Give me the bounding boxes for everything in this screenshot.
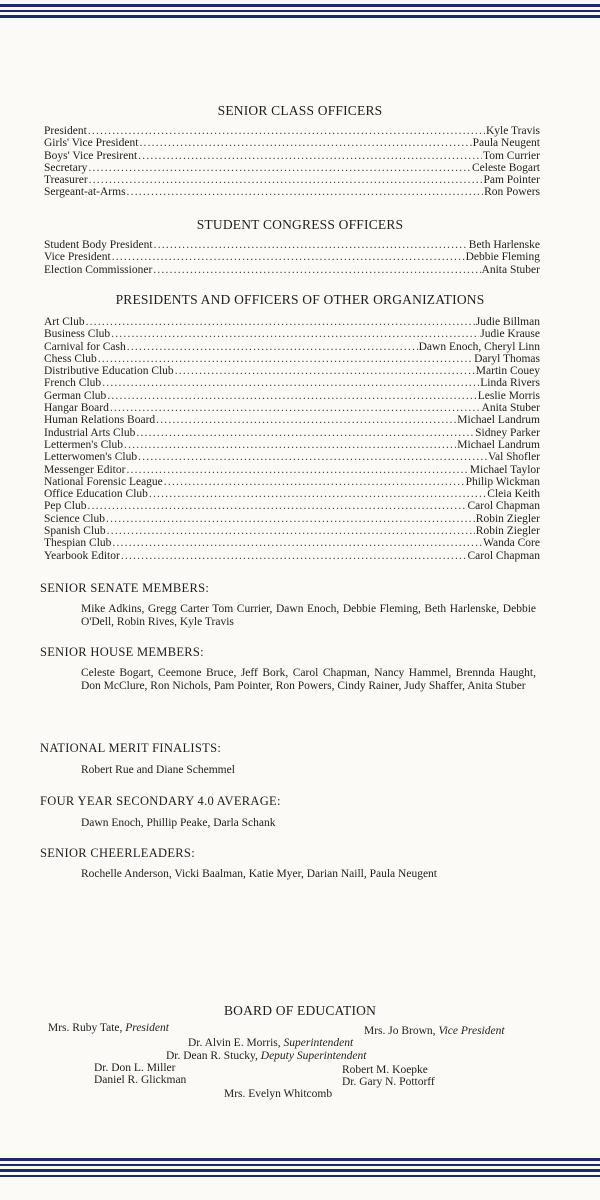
dot-leader	[154, 239, 468, 251]
officer-row	[44, 513, 540, 525]
dot-leader	[112, 251, 465, 263]
officer-row	[44, 550, 540, 562]
officer-row	[44, 174, 540, 186]
cheer-heading: SENIOR CHEERLEADERS:	[40, 846, 195, 860]
officer-row	[44, 525, 540, 537]
role-label: Chess Club	[44, 352, 97, 365]
organizations-list	[44, 316, 540, 562]
officer-row	[44, 500, 540, 512]
senior-class-list	[44, 125, 540, 199]
bottom-border	[0, 1158, 600, 1180]
officer-name: Pam Pointer	[483, 174, 540, 187]
board-member	[48, 1022, 169, 1034]
student-congress-list	[44, 239, 540, 276]
dot-leader	[112, 537, 482, 549]
border-stripe	[0, 1169, 600, 1172]
board-member: Robert M. Koepke	[342, 1064, 428, 1076]
border-stripe	[0, 10, 600, 12]
dot-leader	[107, 390, 476, 402]
dot-leader	[102, 377, 479, 389]
officer-row	[44, 162, 540, 174]
officer-row	[44, 402, 540, 414]
border-stripe	[0, 1164, 600, 1166]
board-member: Daniel R. Glickman	[94, 1074, 187, 1086]
officer-name: Robin Ziegler	[475, 512, 540, 525]
house-heading: SENIOR HOUSE MEMBERS:	[40, 645, 204, 659]
role-label: Election Commissioner	[44, 263, 153, 276]
member-role: President	[125, 1022, 169, 1034]
officer-name: Carol Chapman	[467, 500, 540, 513]
role-label: Pep Club	[44, 500, 87, 513]
dot-leader	[107, 525, 475, 537]
four-year-members: Dawn Enoch, Phillip Peake, Darla Schank	[81, 817, 276, 829]
officer-row	[44, 414, 540, 426]
member-role: Vice President	[438, 1025, 505, 1037]
role-label: Letterwomen's Club	[44, 451, 138, 464]
role-label: Human Relations Board	[44, 414, 156, 427]
dot-leader	[136, 427, 474, 439]
officer-row	[44, 186, 540, 198]
dot-leader	[124, 439, 456, 451]
house-members: Celeste Bogart, Ceemone Bruce, Jeff Bork, Carol Chapman, Nancy Hammel, Brennda Haught, Don McClure, Ron Nichols, Pam Pointer, Ron Powers, Cindy Rainer, Judy Shaffer, Anita Stuber	[81, 667, 536, 692]
board-title: BOARD OF EDUCATION	[223, 1003, 377, 1018]
dot-leader	[106, 513, 475, 525]
officer-row	[44, 464, 540, 476]
member-name: Mrs. Jo Brown,	[364, 1025, 436, 1037]
member-name: Dr. Alvin E. Morris,	[188, 1037, 281, 1049]
officer-name: Michael Landrum	[457, 414, 540, 427]
role-label: Spanish Club	[44, 525, 106, 538]
officer-name: Kyle Travis	[486, 125, 540, 137]
role-label: French Club	[44, 377, 102, 390]
role-label: Treasurer	[44, 174, 88, 187]
officer-row	[44, 537, 540, 549]
board-member: Dr. Gary N. Pottorff	[342, 1076, 435, 1088]
dot-leader	[138, 150, 482, 162]
dot-leader	[164, 476, 465, 488]
member-role: Deputy Superintendent	[260, 1050, 367, 1062]
officer-row	[44, 239, 540, 251]
officer-name: Linda Rivers	[480, 377, 540, 390]
dot-leader	[138, 451, 487, 463]
officer-name: Martin Couey	[475, 365, 540, 378]
officer-name: Tom Currier	[482, 149, 540, 162]
four-year-heading: FOUR YEAR SECONDARY 4.0 AVERAGE:	[40, 794, 281, 808]
officer-row	[44, 150, 540, 162]
role-label: Hangar Board	[44, 402, 109, 415]
dot-leader	[88, 500, 467, 512]
officer-name: Val Shofler	[487, 451, 540, 464]
officer-name: Leslie Morris	[477, 389, 540, 402]
officer-row	[44, 316, 540, 328]
officer-name: Beth Harlenske	[468, 239, 540, 251]
border-stripe	[0, 4, 600, 7]
role-label: Carnival for Cash	[44, 340, 126, 353]
officer-name: Dawn Enoch, Cheryl Linn	[418, 340, 540, 353]
dot-leader	[121, 550, 467, 562]
role-label: Vice President	[44, 251, 111, 264]
role-label: Yearbook Editor	[44, 549, 120, 562]
officer-name: Daryl Thomas	[474, 352, 540, 365]
dot-leader	[98, 353, 473, 365]
officer-row	[44, 365, 540, 377]
role-label: Boys' Vice Presirent	[44, 149, 138, 162]
dot-leader	[127, 341, 418, 353]
officer-row	[44, 427, 540, 439]
role-label: Messenger Editor	[44, 463, 126, 476]
merit-members: Robert Rue and Diane Schemmel	[81, 764, 235, 776]
officer-name: Michael Landrum	[457, 438, 540, 451]
officer-row	[44, 476, 540, 488]
dot-leader	[89, 174, 483, 186]
officer-name: Ron Powers	[484, 186, 540, 199]
role-label: Distributive Education Club	[44, 365, 174, 378]
dot-leader	[88, 125, 485, 137]
officer-name: Judie Billman	[475, 316, 540, 328]
role-label: Art Club	[44, 316, 85, 328]
officer-row	[44, 251, 540, 263]
board-member	[166, 1050, 366, 1062]
board-member: Dr. Don L. Miller	[94, 1062, 176, 1074]
role-label: Girls' Vice President	[44, 137, 139, 150]
senior-class-title: SENIOR CLASS OFFICERS	[217, 103, 383, 118]
officer-name: Michael Taylor	[469, 463, 540, 476]
officer-name: Celeste Bogart	[471, 161, 540, 174]
officer-row	[44, 390, 540, 402]
border-stripe	[0, 15, 600, 18]
role-label: Thespian Club	[44, 537, 112, 550]
officer-row	[44, 439, 540, 451]
dot-leader	[175, 365, 475, 377]
role-label: Student Body President	[44, 239, 153, 251]
officer-name: Debbie Fleming	[465, 251, 540, 264]
student-congress-title: STUDENT CONGRESS OFFICERS	[196, 217, 404, 232]
top-border	[0, 4, 600, 21]
officer-name: Wanda Core	[483, 537, 540, 550]
board-member	[364, 1025, 505, 1037]
officer-name: Anita Stuber	[481, 402, 540, 415]
dot-leader	[127, 186, 484, 198]
officer-name: Judie Krause	[480, 328, 540, 341]
role-label: Lettermen's Club	[44, 438, 124, 451]
role-label: German Club	[44, 389, 107, 402]
border-stripe	[0, 1175, 600, 1177]
dot-leader	[110, 402, 481, 414]
officer-row	[44, 353, 540, 365]
border-stripe	[0, 1158, 600, 1161]
dot-leader	[149, 488, 486, 500]
role-label: President	[44, 125, 87, 137]
dot-leader	[156, 414, 456, 426]
dot-leader	[153, 264, 480, 276]
dot-leader	[111, 328, 479, 340]
officer-row	[44, 125, 540, 137]
role-label: Secretary	[44, 161, 88, 174]
role-label: Sergeant-at-Arms	[44, 186, 126, 199]
member-role: Superintendent	[283, 1037, 354, 1049]
officer-name: Paula Neugent	[472, 137, 540, 150]
board-member: Mrs. Evelyn Whitcomb	[224, 1088, 333, 1100]
dot-leader	[88, 162, 471, 174]
role-label: Science Club	[44, 512, 105, 525]
dot-leader	[86, 316, 475, 328]
officer-row	[44, 328, 540, 340]
dot-leader	[126, 464, 468, 476]
officer-name: Robin Ziegler	[475, 525, 540, 538]
role-label: Industrial Arts Club	[44, 426, 136, 439]
role-label: Business Club	[44, 328, 111, 341]
cheer-members: Rochelle Anderson, Vicki Baalman, Katie Myer, Darian Naill, Paula Neugent	[81, 868, 437, 880]
senate-heading: SENIOR SENATE MEMBERS:	[40, 581, 210, 595]
officer-name: Sidney Parker	[475, 426, 540, 439]
merit-heading: NATIONAL MERIT FINALISTS:	[40, 741, 222, 755]
officer-row	[44, 377, 540, 389]
member-name: Mrs. Ruby Tate,	[48, 1022, 123, 1034]
officer-name: Cleia Keith	[487, 488, 540, 501]
role-label: National Forensic League	[44, 475, 163, 488]
role-label: Office Education Club	[44, 488, 148, 501]
officer-row	[44, 264, 540, 276]
officer-name: Carol Chapman	[467, 549, 540, 562]
organizations-title: PRESIDENTS AND OFFICERS OF OTHER ORGANIZATIONS	[115, 292, 485, 307]
board-member	[188, 1037, 353, 1049]
officer-row	[44, 137, 540, 149]
senate-members: Mike Adkins, Gregg Carter Tom Currier, Dawn Enoch, Debbie Fleming, Beth Harlenske, Debbie O'Dell, Robin Rives, Kyle Travis	[81, 603, 536, 628]
member-name: Dr. Dean R. Stucky,	[166, 1050, 258, 1062]
officer-row	[44, 341, 540, 353]
officer-name: Philip Wickman	[465, 475, 540, 488]
dot-leader	[139, 137, 471, 149]
officer-name: Anita Stuber	[481, 263, 540, 276]
officer-row	[44, 488, 540, 500]
officer-row	[44, 451, 540, 463]
